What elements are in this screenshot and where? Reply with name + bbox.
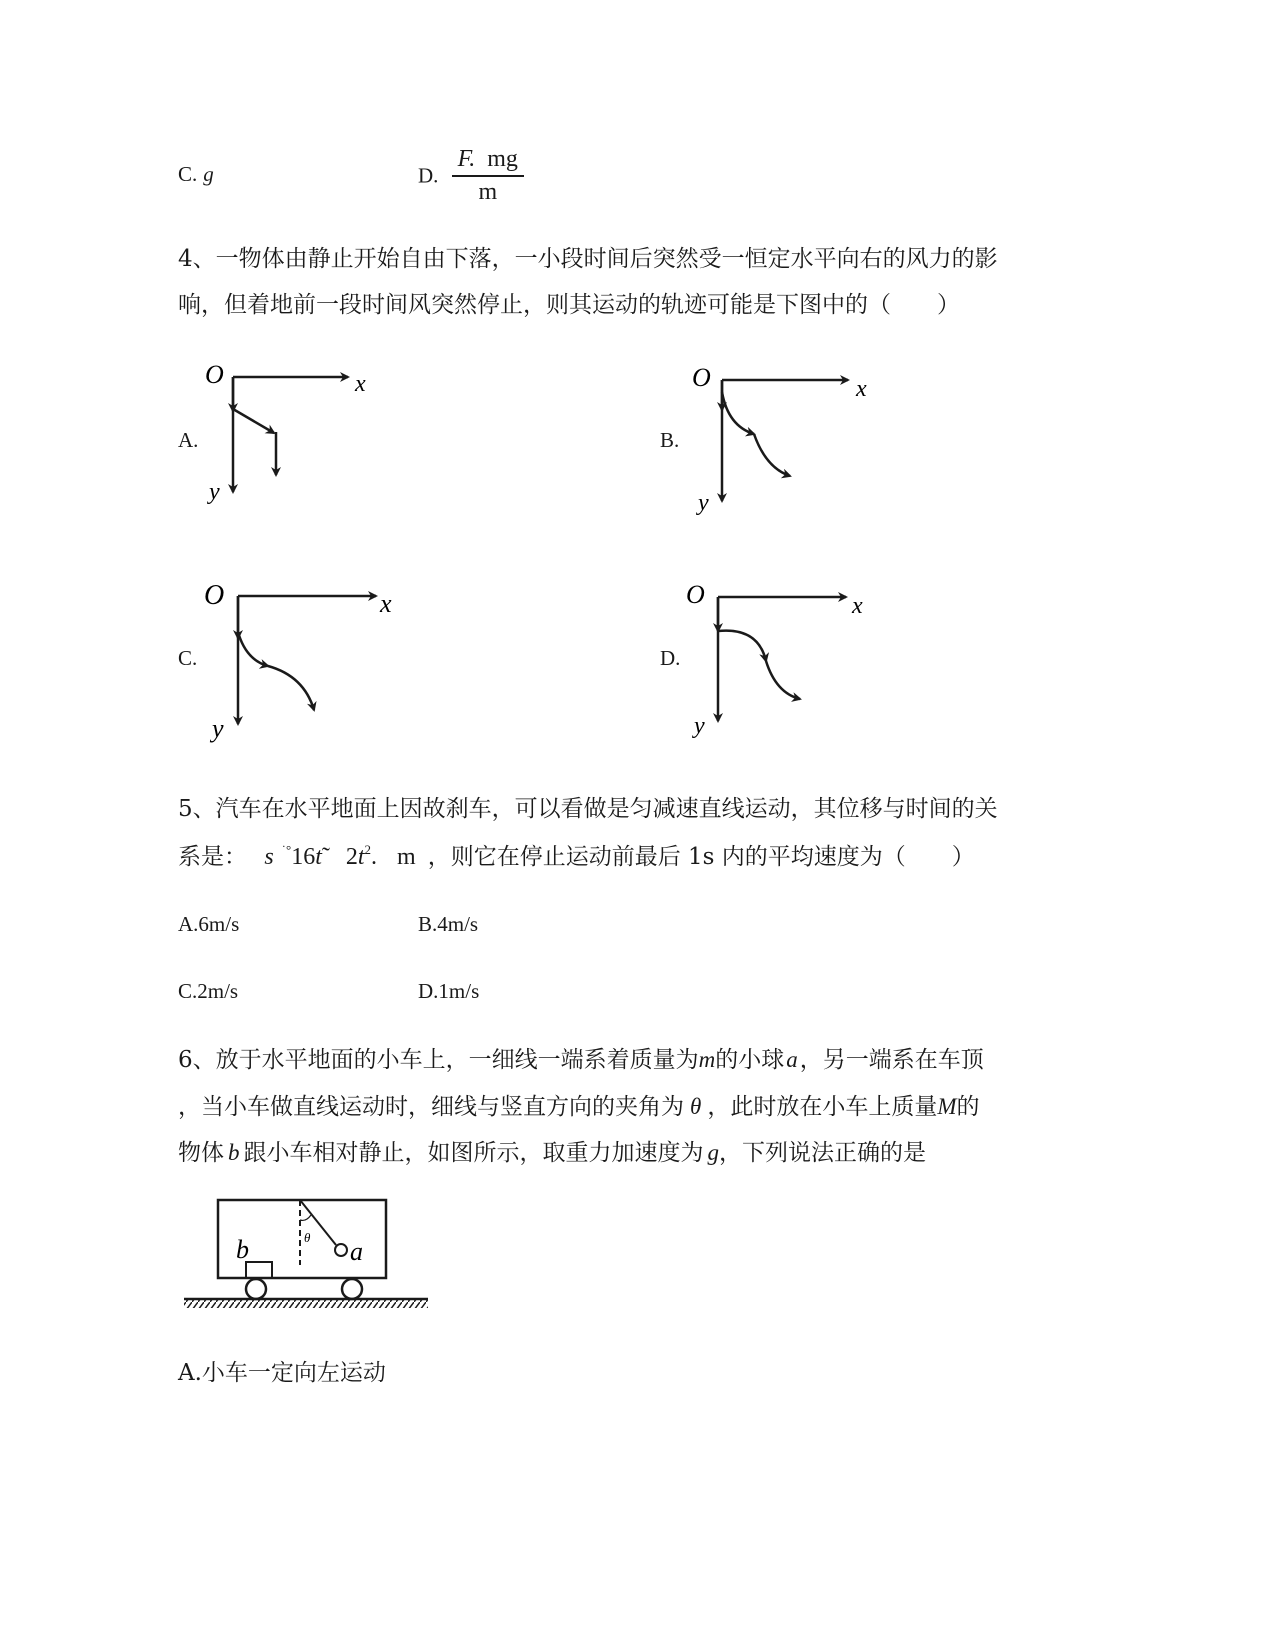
q5-option-a: A.6m/s [178,912,240,936]
q4-line-1: 4、一物体由静止开始自由下落，一小段时间后突然受一恒定水平向右的风力的影 [178,246,998,272]
trajectory-diagram-a [195,355,395,515]
fraction-numerator: F. mg [452,146,524,177]
q4-option-a-label: A. [178,428,199,452]
q5-line-1: 5、汽车在水平地面上因故刹车，可以看做是匀减速直线运动，其位移与时间的关 [178,796,998,822]
x-axis-label: x [856,376,867,402]
fraction [452,146,524,206]
q3-option-c [178,162,214,187]
ball-label: a [350,1237,363,1266]
q3-option-d [418,146,524,206]
ball-a [335,1244,347,1256]
trajectory-curve [238,632,268,666]
q5-option-b: B.4m/s [418,912,479,936]
cart-pendulum-figure [180,1190,440,1315]
trajectory-diagram-d [680,573,880,745]
q5-option-d: D.1m/s [418,979,480,1003]
origin-label: O [205,360,224,389]
q4-option-d-label: D. [660,646,681,670]
x-axis-label: x [380,589,392,618]
angle-arc [300,1215,311,1220]
y-axis-label: y [212,714,224,743]
trajectory-curve [754,434,790,476]
block-b [246,1262,272,1278]
fraction-denominator: m [478,179,498,205]
q4-option-b-label: B. [660,428,680,452]
q6-line-2: ，当小车做直线运动时，细线与竖直方向的夹角为 θ ，此时放在小车上质量M的 [178,1094,980,1120]
origin-label: O [686,580,705,609]
ground-hatching [184,1300,428,1308]
q4-option-c-label: C. [178,646,198,670]
block-label: b [236,1235,249,1264]
q4-line-2: 响，但着地前一段时间风突然停止，则其运动的轨迹可能是下图中的（ ） [178,292,960,318]
q5-line-2: 系是： s ˙°16t $2t^2$. m ，则它在停止运动前最后 1s 内的平均速度为（ ） [178,842,975,870]
q6-line-1: 6、放于水平地面的小车上，一细线一端系着质量为m的小球a，另一端系在车顶 [178,1047,984,1073]
origin-label: O [204,580,225,611]
y-axis-label: y [698,490,709,516]
wheel [342,1279,362,1299]
symbol-g: g [203,162,214,186]
x-axis-label: x [852,593,863,619]
wheel [246,1279,266,1299]
trajectory-diagram-b [684,358,884,523]
displacement-formula: s ˙°16t $2t^2$. m [264,842,416,870]
option-label: D. [418,163,439,188]
y-axis-label: y [209,479,220,505]
q6-option-a: A.小车一定向左运动 [178,1360,386,1386]
x-axis-label: x [355,371,366,397]
trajectory-diagram-c [200,572,410,747]
angle-label: θ [304,1230,311,1245]
trajectory-curve [268,666,314,710]
trajectory-curve [766,661,800,699]
trajectory-curve [718,631,766,661]
y-axis-label: y [694,713,705,739]
origin-label: O [692,363,711,392]
option-label: C. [178,162,198,186]
q6-line-3: 物体 b 跟小车相对静止，如图所示，取重力加速度为 g，下列说法正确的是 [178,1140,926,1166]
trajectory-curve [722,392,754,434]
trajectory-segment [233,409,274,433]
q5-option-c: C.2m/s [178,979,239,1003]
